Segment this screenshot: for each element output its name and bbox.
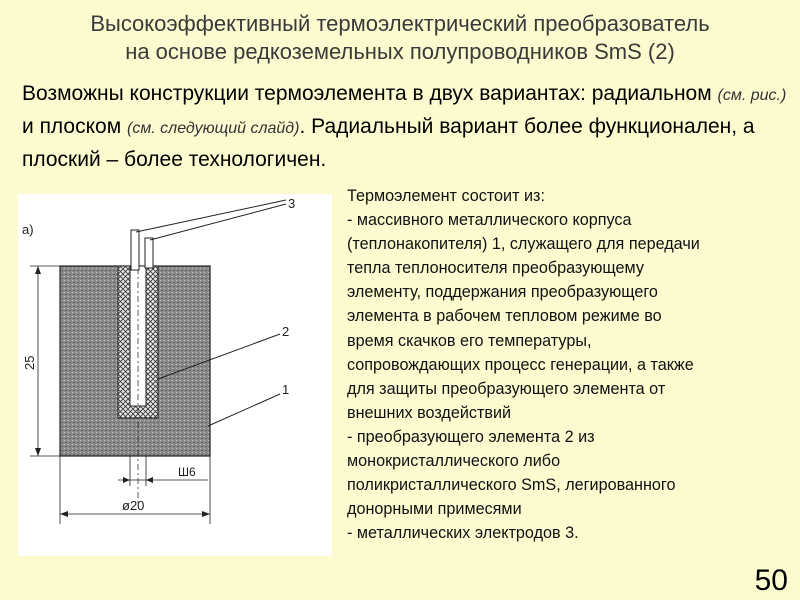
intro-ref-figure: (см. рис.) — [717, 87, 787, 104]
dim-hole-label: Ш6 — [178, 465, 196, 479]
title-line-2: на основе редкоземельных полупроводников SmS (2) — [125, 39, 675, 64]
electrode-right — [145, 238, 153, 268]
intro-text-1: Возможны конструкции термоэлемента в двух вариантах: радиальном — [22, 82, 718, 105]
figure-label-3: 3 — [288, 196, 296, 211]
description-line: внешних воздействий — [347, 403, 512, 422]
figure-label-a: а) — [22, 222, 34, 237]
intro-paragraph — [22, 78, 792, 175]
description-line: донорными примесями — [347, 500, 522, 519]
description-line: тепла теплоносителя преобразующему — [347, 259, 644, 278]
thermoelement-figure — [18, 194, 332, 556]
description-line: - преобразующего элемента 2 из — [347, 427, 595, 446]
description-line: для защиты преобразующего элемента от — [347, 379, 666, 398]
dim-width-label: ø20 — [122, 498, 145, 513]
description-line: монокристаллического либо — [347, 452, 561, 471]
intro-ref-next-slide: (см. следующий слайд) — [126, 120, 300, 137]
figure-label-1: 1 — [282, 382, 290, 397]
page-number: 50 — [754, 564, 788, 597]
description-line: сопровождающих процесс генерации, а также — [347, 355, 694, 374]
description-line: - металлических электродов 3. — [347, 524, 579, 543]
description-line: элементу, поддержания преобразующего — [347, 283, 658, 302]
description-line: элемента в рабочем тепловом режиме во — [347, 307, 662, 326]
description-line: Термоэлемент состоит из: — [347, 187, 545, 205]
thermoelement-drawing — [18, 194, 332, 556]
intro-text-3: . Радиальный вариант более функционален, а плоский – более технологичен. — [22, 115, 755, 171]
description-line: поликристаллического SmS, легированного — [347, 476, 676, 495]
electrode-left — [131, 230, 139, 270]
description-line: - массивного металлического корпуса — [347, 211, 632, 230]
description-line: (теплонакопителя) 1, служащего для передачи — [347, 235, 700, 254]
intro-text-2: и плоском — [22, 115, 127, 138]
description-list — [347, 184, 797, 545]
slide-title — [0, 10, 800, 66]
description-line: время скачков его температуры, — [347, 331, 592, 350]
figure-label-2: 2 — [282, 324, 290, 339]
dim-height-label: 25 — [22, 355, 37, 370]
title-line-1: Высокоэффективный термоэлектрический преобразователь — [90, 11, 710, 36]
